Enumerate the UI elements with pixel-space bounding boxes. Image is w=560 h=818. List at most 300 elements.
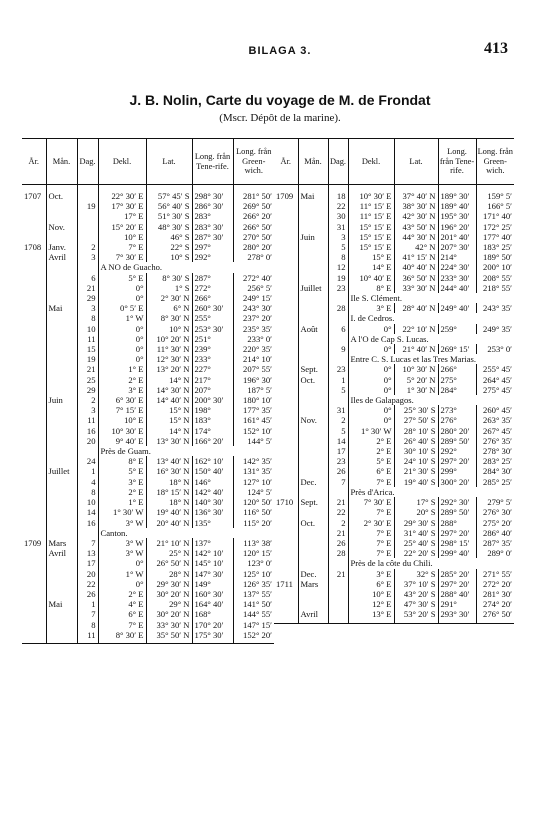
cell-long-tenerife: 207° 30′: [438, 242, 476, 252]
cell-long-tenerife: 298° 30′: [192, 185, 233, 202]
cell-declination: 1° W: [98, 569, 146, 579]
cell-declination: 0°: [98, 283, 146, 293]
cell-long-tenerife: 293° 30′: [438, 609, 476, 623]
cell-day: 6: [328, 324, 348, 334]
cell-year: [274, 222, 298, 232]
cell-month: [46, 354, 77, 364]
cell-day: 6: [77, 273, 98, 283]
col-header-year: År.: [22, 139, 46, 185]
table-row: [22, 538, 274, 548]
table-row: [22, 395, 274, 405]
cell-declination: 0°: [98, 344, 146, 354]
cell-declination: 1° 30′ W: [348, 426, 394, 436]
cell-day: 11: [77, 415, 98, 425]
cell-month: [298, 548, 328, 558]
cell-day: 20: [77, 436, 98, 446]
cell-month: [46, 344, 77, 354]
place-note: I. de Cedros.: [350, 313, 395, 324]
cell-day: 11: [77, 630, 98, 644]
cell-long-tenerife: 195° 30′: [438, 211, 476, 221]
cell-month: [46, 232, 77, 242]
col-header-long-greenwich: Long. från Green-wich.: [233, 139, 274, 185]
table-row: [22, 405, 274, 415]
cell-declination: 3° W: [98, 548, 146, 558]
table-row: [22, 232, 274, 242]
cell-month: [46, 507, 77, 517]
cell-long-greenwich: 141° 50′: [243, 599, 272, 610]
cell-long-greenwich: 237° 20′: [243, 313, 272, 324]
place-note-row: [22, 528, 274, 538]
cell-long-tenerife: 217°: [192, 375, 233, 385]
cell-month: [46, 313, 77, 323]
cell-latitude: 27° 50′ S: [394, 415, 438, 425]
cell-month: [46, 364, 77, 374]
cell-month: [298, 211, 328, 221]
cell-long-greenwich: 171° 40′: [483, 211, 512, 222]
empty-cell: [298, 293, 328, 303]
cell-latitude: 42° N: [394, 242, 438, 252]
cell-day: 28: [328, 303, 348, 313]
table-row: [22, 518, 274, 528]
cell-long-tenerife: 244° 40′: [438, 283, 476, 293]
table-row: [22, 579, 274, 589]
cell-long-greenwich: 200° 10′: [483, 262, 512, 273]
cell-long-tenerife: 280° 20′: [438, 426, 476, 436]
cell-year: [22, 303, 46, 313]
cell-long-tenerife: 136° 30′: [192, 507, 233, 517]
cell-long-tenerife: 272°: [192, 283, 233, 293]
table-row: [274, 262, 514, 272]
table-row: [274, 303, 514, 313]
cell-declination: 0°: [98, 558, 146, 568]
table-row: [22, 364, 274, 374]
cell-year: [22, 252, 46, 262]
cell-day: 24: [77, 456, 98, 466]
empty-cell: [328, 313, 348, 323]
cell-latitude: 5° 20′ N: [394, 375, 438, 385]
table-row: [274, 426, 514, 436]
cell-year: [22, 415, 46, 425]
empty-cell: [328, 334, 348, 344]
cell-long-greenwich: 283° 25′: [483, 456, 512, 467]
empty-cell: [274, 293, 298, 303]
empty-cell: [328, 395, 348, 405]
cell-long-tenerife: 287°: [192, 273, 233, 283]
empty-cell: [298, 395, 328, 405]
empty-cell: [46, 528, 77, 538]
cell-latitude: 22° S: [146, 242, 192, 252]
cell-declination: 10° E: [348, 589, 394, 599]
cell-long-tenerife: 189° 40′: [438, 201, 476, 211]
cell-long-greenwich: 287° 35′: [483, 537, 512, 548]
cell-latitude: 28° N: [146, 569, 192, 579]
cell-declination: 0°: [98, 324, 146, 334]
cell-latitude: 24° 10′ S: [394, 456, 438, 466]
cell-latitude: 21° 40′ N: [394, 344, 438, 354]
cell-month: Avril: [46, 252, 77, 262]
cell-long-tenerife: 175° 30′: [192, 630, 233, 644]
cell-year: [22, 436, 46, 446]
cell-long-greenwich: 289° 0′: [487, 548, 512, 559]
table-row: [22, 507, 274, 517]
cell-long-greenwich: 284° 30′: [483, 466, 512, 477]
cell-latitude: 17° S: [394, 497, 438, 507]
cell-long-tenerife: 224° 30′: [438, 262, 476, 272]
col-header-declination: Dekl.: [348, 139, 394, 185]
cell-long-greenwich: 267° 45′: [483, 425, 512, 436]
cell-year: [22, 344, 46, 354]
cell-year: [22, 630, 46, 644]
cell-long-tenerife: 283°: [192, 211, 233, 221]
place-note: A l'O de Cap S. Lucas.: [350, 333, 429, 344]
cell-latitude: 10° S: [146, 252, 192, 262]
cell-day: 11: [77, 334, 98, 344]
cell-day: 22: [328, 201, 348, 211]
cell-long-tenerife: 292°: [192, 252, 233, 262]
cell-year: [22, 313, 46, 323]
cell-declination: 7° 30′ E: [98, 252, 146, 262]
place-note: Entre C. S. Lucas et las Tres Marias.: [350, 354, 477, 365]
cell-month: [46, 456, 77, 466]
table-row: [274, 222, 514, 232]
cell-month: [46, 579, 77, 589]
place-note-row: [274, 334, 514, 344]
cell-latitude: 29° N: [146, 599, 192, 609]
cell-long-greenwich: 249° 15′: [243, 293, 272, 304]
cell-month: [46, 497, 77, 507]
cell-long-greenwich: 276° 50′: [476, 609, 514, 623]
cell-latitude: 28° 10′ S: [394, 426, 438, 436]
cell-day: 16: [77, 518, 98, 528]
cell-declination: 15° 15′ E: [348, 242, 394, 252]
cell-month: [46, 620, 77, 630]
cell-long-tenerife: 166° 20′: [192, 436, 233, 446]
cell-declination: 0°: [98, 334, 146, 344]
cell-declination: 10° 40′ E: [348, 273, 394, 283]
table-row: [274, 436, 514, 446]
cell-day: 4: [77, 477, 98, 487]
cell-day: 10: [77, 324, 98, 334]
cell-long-tenerife: 233°: [192, 354, 233, 364]
cell-long-greenwich: 264° 45′: [483, 374, 512, 385]
cell-long-tenerife: 239°: [192, 344, 233, 354]
cell-declination: 5° E: [98, 273, 146, 283]
cell-long-greenwich: 270° 50′: [243, 231, 272, 242]
table-row: [22, 344, 274, 354]
cell-latitude: 15° N: [146, 405, 192, 415]
table-row: [22, 252, 274, 262]
cell-month: [46, 487, 77, 497]
cell-declination: 13° E: [348, 609, 394, 623]
table-row: [274, 385, 514, 395]
cell-month: [298, 222, 328, 232]
place-note-row: [274, 354, 514, 364]
table-row: [274, 201, 514, 211]
cell-year: [22, 405, 46, 415]
cell-long-tenerife: 286° 30′: [192, 201, 233, 211]
table-row: [274, 528, 514, 538]
cell-year: 1709: [22, 538, 46, 548]
cell-long-greenwich: 187° 5′: [247, 384, 272, 395]
cell-year: [22, 579, 46, 589]
table-row: [22, 620, 274, 630]
cell-latitude: 18° N: [146, 477, 192, 487]
cell-month: Dec.: [298, 477, 328, 487]
cell-declination: 7° E: [98, 620, 146, 630]
cell-day: 14: [77, 507, 98, 517]
cell-declination: 6° E: [348, 579, 394, 589]
table-row: [274, 242, 514, 252]
cell-year: [274, 528, 298, 538]
cell-day: 19: [328, 273, 348, 283]
cell-declination: 1° E: [98, 497, 146, 507]
cell-latitude: 47° 30′ S: [394, 599, 438, 609]
cell-long-greenwich: 144° 55′: [243, 609, 272, 620]
cell-day: [77, 222, 98, 232]
running-title: BILAGA 3.: [248, 45, 312, 57]
cell-day: 8: [77, 313, 98, 323]
place-note: Près de Guam.: [100, 446, 151, 457]
cell-day: 26: [328, 466, 348, 476]
cell-long-greenwich: 272° 40′: [243, 272, 272, 283]
cell-day: 8: [77, 620, 98, 630]
cell-latitude: 1° 30′ N: [394, 385, 438, 395]
table-row: [274, 375, 514, 385]
cell-month: [298, 436, 328, 446]
cell-long-tenerife: 198°: [192, 405, 233, 415]
cell-day: 19: [77, 201, 98, 211]
cell-month: [46, 589, 77, 599]
cell-declination: 7° E: [348, 528, 394, 538]
cell-month: [46, 273, 77, 283]
cell-declination: 0°: [98, 293, 146, 303]
cell-month: [46, 405, 77, 415]
cell-long-greenwich: 249° 35′: [483, 323, 512, 334]
cell-long-tenerife: 298° 15′: [438, 538, 476, 548]
cell-latitude: 10° N: [146, 324, 192, 334]
cell-month: [46, 385, 77, 395]
cell-month: Mai: [46, 599, 77, 609]
cell-long-tenerife: 297° 20′: [438, 528, 476, 538]
cell-declination: 9° 40′ E: [98, 436, 146, 446]
cell-long-tenerife: 283° 30′: [192, 222, 233, 232]
col-header-long-greenwich: Long. från Green-wich.: [476, 139, 514, 185]
cell-year: [22, 426, 46, 436]
cell-year: [274, 518, 298, 528]
cell-long-tenerife: 147° 30′: [192, 569, 233, 579]
cell-month: [46, 569, 77, 579]
cell-latitude: 13° 30′ N: [146, 436, 192, 446]
cell-long-tenerife: 233° 30′: [438, 273, 476, 283]
cell-year: [274, 273, 298, 283]
cell-year: [22, 324, 46, 334]
cell-long-tenerife: 297° 20′: [438, 579, 476, 589]
cell-latitude: 25° 30′ S: [394, 405, 438, 415]
cell-year: [22, 232, 46, 242]
cell-year: [274, 232, 298, 242]
place-note: A NO de Guacho.: [100, 262, 163, 273]
cell-day: 23: [328, 456, 348, 466]
cell-day: [328, 609, 348, 623]
cell-long-tenerife: 289° 50′: [438, 507, 476, 517]
cell-declination: 7° 15′ E: [98, 405, 146, 415]
cell-month: Oct.: [298, 375, 328, 385]
cell-long-tenerife: 299°: [438, 466, 476, 476]
cell-day: 1: [77, 599, 98, 609]
col-header-month: Mån.: [46, 139, 77, 185]
cell-declination: 8° 30′ E: [98, 630, 146, 644]
cell-latitude: 42° 30′ N: [394, 211, 438, 221]
cell-long-tenerife: 164° 40′: [192, 599, 233, 609]
cell-declination: 6° E: [348, 466, 394, 476]
cell-long-tenerife: 253° 30′: [192, 324, 233, 334]
place-note: Canton.: [100, 527, 128, 538]
col-header-latitude: Lat.: [146, 139, 192, 185]
cell-day: 2: [328, 415, 348, 425]
cell-long-greenwich: 276° 30′: [483, 507, 512, 518]
cell-long-greenwich: 276° 35′: [483, 435, 512, 446]
cell-latitude: 33° 30′ N: [394, 283, 438, 293]
empty-cell: [22, 528, 46, 538]
cell-long-greenwich: 235° 35′: [243, 323, 272, 334]
empty-cell: [298, 334, 328, 344]
cell-day: 31: [328, 405, 348, 415]
place-note-row: [274, 395, 514, 405]
cell-long-tenerife: 289° 50′: [438, 436, 476, 446]
cell-day: 1: [328, 375, 348, 385]
cell-day: 2: [77, 395, 98, 405]
cell-declination: 6° 30′ E: [98, 395, 146, 405]
cell-month: [46, 426, 77, 436]
cell-month: [298, 262, 328, 272]
cell-declination: 10° 30′ E: [98, 426, 146, 436]
cell-declination: 17° E: [98, 211, 146, 221]
cell-month: [298, 528, 328, 538]
cell-month: Sept.: [298, 497, 328, 507]
cell-month: [298, 589, 328, 599]
cell-declination: 2° 30′ E: [348, 518, 394, 528]
table-row: [22, 283, 274, 293]
cell-declination: 0°: [348, 344, 394, 354]
cell-day: 7: [77, 538, 98, 548]
cell-long-tenerife: 275°: [438, 375, 476, 385]
cell-long-tenerife: 170° 20′: [192, 620, 233, 630]
cell-long-greenwich: 266° 20′: [243, 211, 272, 222]
place-note: Ile S. Clément.: [350, 293, 403, 304]
cell-month: [46, 558, 77, 568]
cell-long-tenerife: 255°: [192, 313, 233, 323]
empty-cell: [298, 313, 328, 323]
table-row: [22, 558, 274, 568]
cell-declination: 3° E: [348, 303, 394, 313]
cell-latitude: 40° 40′ N: [394, 262, 438, 272]
cell-latitude: 36° 50′ N: [394, 273, 438, 283]
cell-day: 1: [77, 466, 98, 476]
cell-month: Août: [298, 324, 328, 334]
cell-long-tenerife: 149°: [192, 579, 233, 589]
cell-long-tenerife: 135°: [192, 518, 233, 528]
cell-month: Oct.: [46, 185, 77, 202]
cell-latitude: 29° 30′ S: [394, 518, 438, 528]
cell-day: 3: [77, 252, 98, 262]
col-header-latitude: Lat.: [394, 139, 438, 185]
table-row: [274, 466, 514, 476]
cell-day: 2: [328, 518, 348, 528]
cell-long-greenwich: 207° 55′: [243, 364, 272, 375]
cell-month: [298, 446, 328, 456]
cell-day: 23: [328, 364, 348, 374]
cell-long-greenwich: 152° 20′: [233, 630, 274, 644]
cell-month: Juin: [46, 395, 77, 405]
cell-day: 26: [328, 538, 348, 548]
cell-long-greenwich: 124° 5′: [247, 486, 272, 497]
cell-day: [77, 232, 98, 242]
cell-long-tenerife: 145° 10′: [192, 558, 233, 568]
cell-day: 19: [77, 354, 98, 364]
cell-latitude: 35° 50′ N: [146, 630, 192, 644]
cell-latitude: 22° 10′ N: [394, 324, 438, 334]
cell-latitude: 19° 40′ S: [394, 477, 438, 487]
table-row: [22, 487, 274, 497]
cell-year: [22, 487, 46, 497]
cell-long-greenwich: 271° 55′: [483, 568, 512, 579]
table-row: [274, 507, 514, 517]
place-note: Près de la côte du Chili.: [350, 558, 433, 569]
cell-long-greenwich: 214° 10′: [243, 354, 272, 365]
cell-day: 30: [328, 211, 348, 221]
table-row: [274, 579, 514, 589]
cell-declination: 0°: [348, 375, 394, 385]
cell-day: 7: [328, 477, 348, 487]
cell-year: [22, 375, 46, 385]
cell-long-greenwich: 137° 55′: [243, 588, 272, 599]
cell-month: [46, 630, 77, 644]
cell-month: [46, 334, 77, 344]
cell-long-tenerife: 285° 20′: [438, 569, 476, 579]
cell-declination: 11° 15′ E: [348, 211, 394, 221]
cell-long-greenwich: 278° 0′: [247, 252, 272, 263]
cell-latitude: 25° 40′ S: [394, 538, 438, 548]
table-row: [22, 415, 274, 425]
cell-long-greenwich: 220° 35′: [243, 344, 272, 355]
cell-long-greenwich: 189° 50′: [483, 252, 512, 263]
cell-day: 21: [77, 283, 98, 293]
empty-cell: [274, 313, 298, 323]
cell-declination: 10° 30′ E: [348, 185, 394, 202]
cell-day: 17: [77, 558, 98, 568]
cell-latitude: 53° 20′ S: [394, 609, 438, 623]
cell-long-tenerife: 214°: [438, 252, 476, 262]
cell-latitude: 8° 30′ S: [146, 273, 192, 283]
empty-cell: [77, 528, 98, 538]
cell-latitude: 2° 30′ N: [146, 293, 192, 303]
cell-year: 1708: [22, 242, 46, 252]
cell-long-tenerife: 292°: [438, 446, 476, 456]
page-title: J. B. Nolin, Carte du voyage de M. de Frondat: [129, 92, 431, 108]
cell-year: 1707: [22, 185, 46, 202]
cell-day: 21: [328, 569, 348, 579]
place-note-row: [22, 262, 274, 272]
cell-month: [298, 456, 328, 466]
table-row: [22, 436, 274, 446]
cell-latitude: 10° 20′ N: [146, 334, 192, 344]
table-row: [274, 324, 514, 334]
cell-declination: 4° E: [98, 599, 146, 609]
cell-day: 22: [328, 507, 348, 517]
cell-year: [274, 283, 298, 293]
cell-declination: 22° 30′ E: [98, 185, 146, 202]
cell-day: 17: [328, 446, 348, 456]
